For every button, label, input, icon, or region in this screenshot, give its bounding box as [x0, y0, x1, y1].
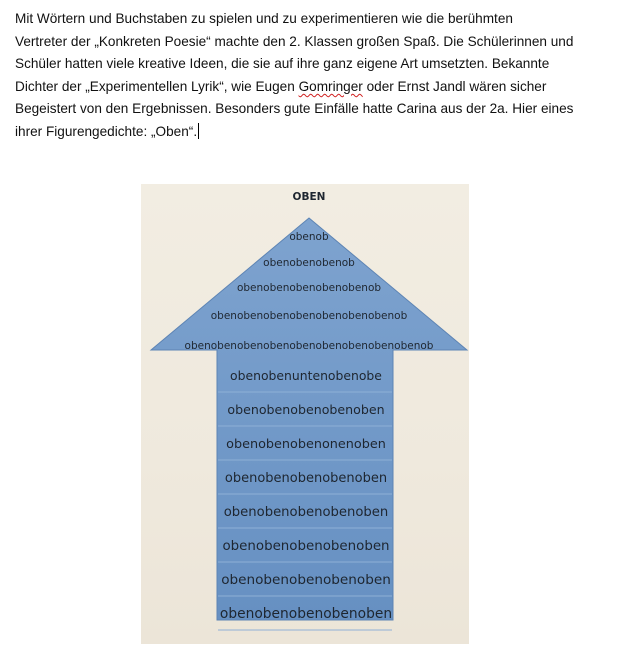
shaft-row: obenobenobenobenoben [222, 539, 390, 554]
head-row: obenob [289, 231, 329, 243]
paragraph-line-6-text: ihrer Figurengedichte: „Oben“. [15, 123, 198, 139]
document-paragraph [15, 8, 620, 144]
head-row: obenobenobenob [263, 257, 355, 269]
paragraph-line-5-text: Begeistert von den Ergebnissen. Besonders gute Einfälle hatte Carina aus der 2a. Hier eines [15, 101, 574, 117]
shaft-row: obenobenobenobenoben [224, 471, 388, 486]
shaft-row: obenobenobenobenoben [219, 606, 393, 622]
paragraph-line-4 [15, 76, 620, 99]
paragraph-line-1: Mit Wörtern und Buchstaben zu spielen und zu experimentieren wie die berühmten [15, 11, 513, 26]
shaft-row: obenobenobenobenoben [223, 505, 389, 520]
shaft-row: obenobenobenobenoben [221, 572, 391, 588]
shaft-row: obenobenobenobenoben [227, 402, 385, 417]
head-row: obenobenobenobenobenob [236, 282, 382, 294]
line-4-end: oder Ernst Jandl wären sicher [362, 78, 547, 94]
spellcheck-flagged-word: Gomringer [298, 78, 363, 94]
poem-title: OBEN [292, 191, 326, 203]
arrow-poem-graphic [141, 184, 469, 644]
arrow-shape [151, 218, 467, 620]
text-cursor [198, 123, 199, 139]
paragraph-line-2: Vertreter der „Konkreten Poesie“ machte den 2. Klassen großen Spaß. Die Schülerinnen und [15, 33, 574, 49]
line-4-start: Dichter der „Experimentellen Lyrik“, wie Eugen [15, 78, 299, 94]
figure-poem-photo[interactable] [141, 184, 469, 644]
shaft-row: obenobenuntenobenobe [230, 368, 382, 383]
head-row: obenobenobenobenobenobenobenob [210, 310, 408, 322]
paragraph-line-3: Schüler hatten viele kreative Ideen, die sie auf ihre ganz eigene Art umsetzten. Bekannte [15, 56, 550, 72]
shaft-row: obenobenobenonenoben [226, 437, 386, 452]
paragraph-line-6 [15, 121, 620, 144]
head-row: obenobenobenobenobenobenobenobenobenob [184, 340, 434, 352]
paragraph-line-5 [15, 98, 620, 121]
